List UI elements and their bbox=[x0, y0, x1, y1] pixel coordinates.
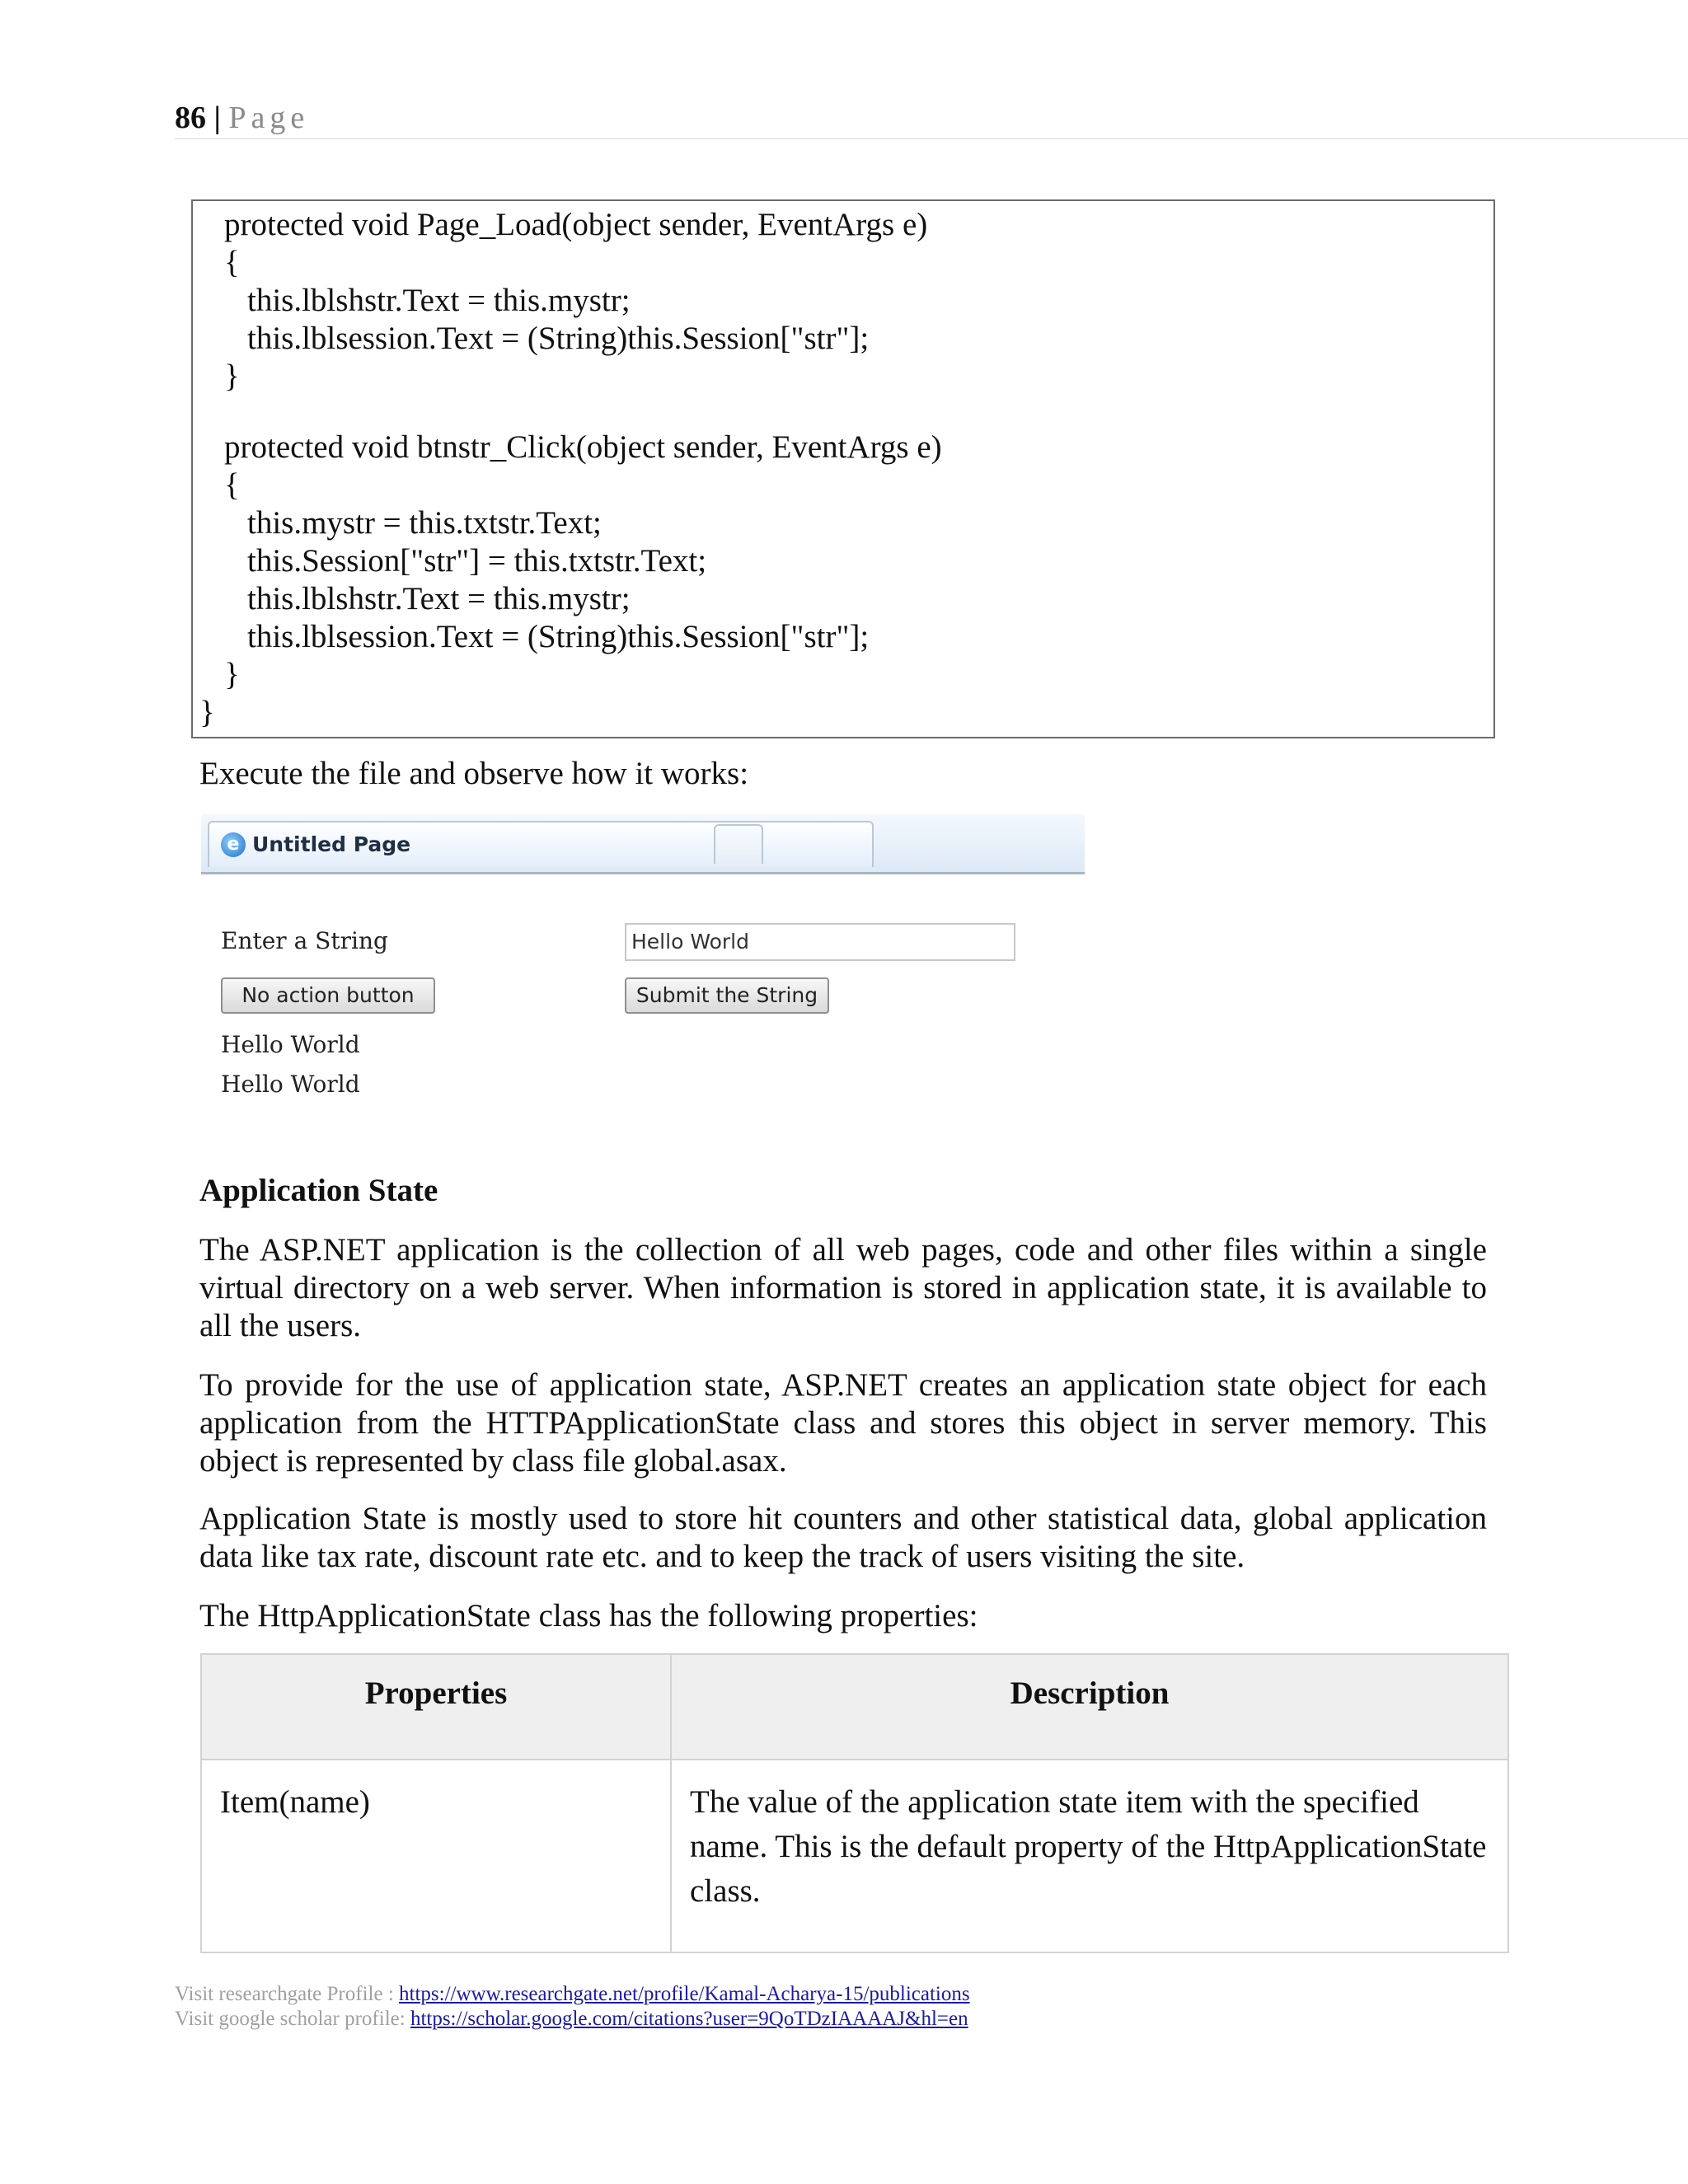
code-line: { bbox=[224, 245, 240, 280]
submit-string-button[interactable]: Submit the String bbox=[625, 977, 829, 1014]
page-header bbox=[175, 97, 1688, 139]
code-line: protected void btnstr_Click(object sender, EventArgs e) bbox=[224, 429, 942, 465]
page-word: Page bbox=[228, 101, 310, 135]
code-line: this.lblsession.Text = (String)this.Session["str"]; bbox=[247, 619, 870, 654]
browser-screenshot bbox=[201, 814, 1085, 1111]
paragraph: The ASP.NET application is the collection of all web pages, code and other files within a single virtual directory on a web server. When information is stored in application state, it is available to all the users. bbox=[199, 1232, 1487, 1343]
table-header-description: Description bbox=[672, 1655, 1507, 1760]
code-line: this.lblsession.Text = (String)this.Session["str"]; bbox=[247, 321, 870, 356]
code-line: } bbox=[224, 657, 240, 692]
paragraph: To provide for the use of application state, ASP.NET creates an application state object for each application from the HTTPApplicationState class and stores this object in server memory. This object is represented by class file global.asax. bbox=[199, 1367, 1487, 1479]
new-tab-button[interactable] bbox=[714, 824, 763, 864]
code-line: protected void Page_Load(object sender, EventArgs e) bbox=[224, 207, 928, 242]
viewstate-label: Hello World bbox=[221, 1071, 360, 1098]
paragraph: The HttpApplicationState class has the following properties: bbox=[199, 1598, 978, 1633]
intro-text: Execute the file and observe how it works: bbox=[199, 756, 749, 791]
no-action-button[interactable]: No action button bbox=[221, 977, 435, 1014]
properties-table bbox=[200, 1653, 1509, 1953]
tab-title: Untitled Page bbox=[252, 832, 411, 856]
enter-string-label: Enter a String bbox=[221, 927, 388, 954]
session-label: Hello World bbox=[221, 1031, 360, 1058]
footer-label: Visit researchgate Profile : bbox=[175, 1983, 394, 2005]
table-cell-property: Item(name) bbox=[202, 1760, 670, 1952]
table-cell-description: The value of the application state item with the specified name. This is the default property of the HttpApplicationState class. bbox=[672, 1760, 1507, 1952]
page-number: 86 bbox=[175, 101, 206, 135]
paragraph: Application State is mostly used to store hit counters and other statistical data, global application data like tax rate, discount rate etc. and to keep the track of users visiting the site. bbox=[199, 1501, 1487, 1574]
table-header-properties: Properties bbox=[202, 1655, 670, 1760]
code-line: this.lblshstr.Text = this.mystr; bbox=[247, 581, 631, 616]
section-title: Application State bbox=[199, 1173, 438, 1208]
table-divider bbox=[202, 1759, 1507, 1760]
table-divider bbox=[670, 1655, 672, 1952]
code-line: } bbox=[224, 359, 240, 394]
code-block bbox=[191, 199, 1495, 738]
string-input[interactable]: Hello World bbox=[625, 923, 1015, 961]
footer-scholar bbox=[175, 2006, 968, 2032]
code-line: } bbox=[199, 695, 215, 730]
browser-tab[interactable] bbox=[208, 821, 874, 867]
scholar-link[interactable]: https://scholar.google.com/citations?user=9QoTDzIAAAAJ&hl=en bbox=[410, 2008, 968, 2030]
code-line: { bbox=[224, 467, 240, 503]
footer-researchgate bbox=[175, 1981, 970, 2007]
code-line: this.lblshstr.Text = this.mystr; bbox=[247, 283, 631, 318]
code-line: this.Session["str"] = this.txtstr.Text; bbox=[247, 543, 707, 579]
ie-logo-icon: e bbox=[221, 832, 246, 857]
browser-tab-bar bbox=[201, 814, 1085, 874]
footer-label: Visit google scholar profile: bbox=[175, 2008, 406, 2030]
code-line: this.mystr = this.txtstr.Text; bbox=[247, 505, 602, 541]
page-separator: | bbox=[213, 101, 221, 135]
researchgate-link[interactable]: https://www.researchgate.net/profile/Kamal-Acharya-15/publications bbox=[399, 1983, 970, 2005]
